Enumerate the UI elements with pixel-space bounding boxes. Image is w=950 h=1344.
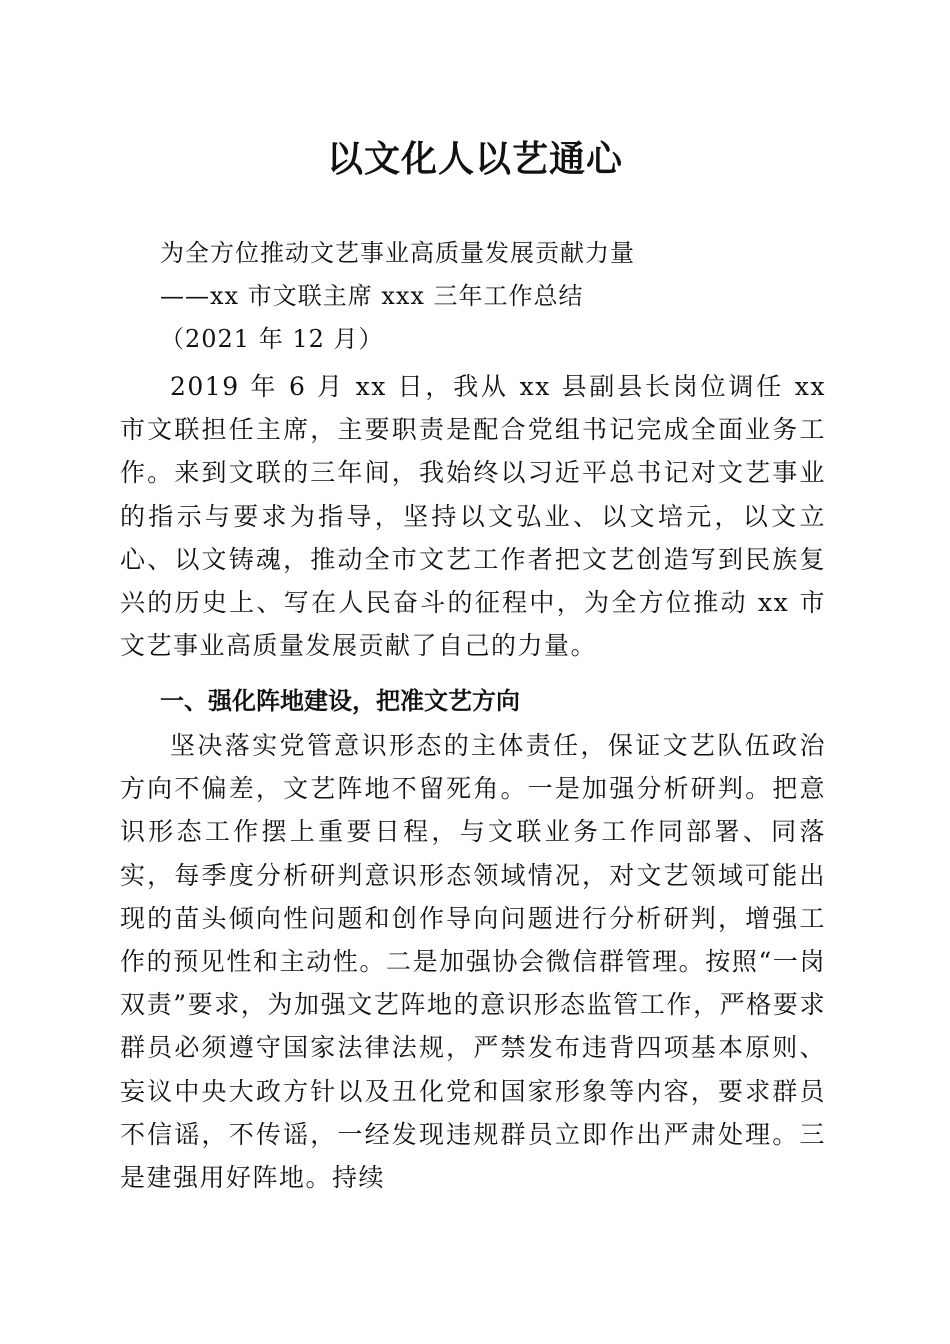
section-1-heading: 一、强化阵地建设，把准文艺方向 bbox=[160, 687, 520, 715]
document-subtitle: 为全方位推动文艺事业高质量发展贡献力量 bbox=[160, 239, 635, 267]
intro-paragraph: 2019 年 6 月 xx 日，我从 xx 县副县长岗位调任 xx 市文联担任主席，主要职责是配合党组书记完成全面业务工作。来到文联的三年间，我始终以习近平总书记对文艺事业的指示与要求为指导，坚持以文弘业、以文培元，以文立心、以文铸魂，推动全市文艺工作者把文艺创造写到民族复兴的历史上、写在人民奋斗的征程中，为全方位推动 xx 市文艺事业高质量发展贡献了自己的力量。 bbox=[120, 372, 826, 661]
document-date: （2021 年 12 月） bbox=[160, 325, 384, 353]
document-byline: ——xx 市文联主席 xxx 三年工作总结 bbox=[160, 282, 584, 310]
section-1-paragraph: 坚决落实党管意识形态的主体责任，保证文艺队伍政治方向不偏差，文艺阵地不留死角。一是加强分析研判。把意识形态工作摆上重要日程，与文联业务工作同部署、同落实，每季度分析研判意识形态领域情况，对文艺领域可能出现的苗头倾向性问题和创作导向问题进行分析研判，增强工作的预见性和主动性。二是加强协会微信群管理。按照“一岗双责”要求，为加强文艺阵地的意识形态监管工作，严格要求群员必须遵守国家法律法规，严禁发布违背四项基本原则、妄议中央大政方针以及丑化党和国家形象等内容，要求群员不信谣，不传谣，一经发现违规群员立即作出严肃处理。三是建强用好阵地。持续 bbox=[120, 731, 826, 1193]
document-title: 以文化人以艺通心 bbox=[326, 139, 623, 180]
